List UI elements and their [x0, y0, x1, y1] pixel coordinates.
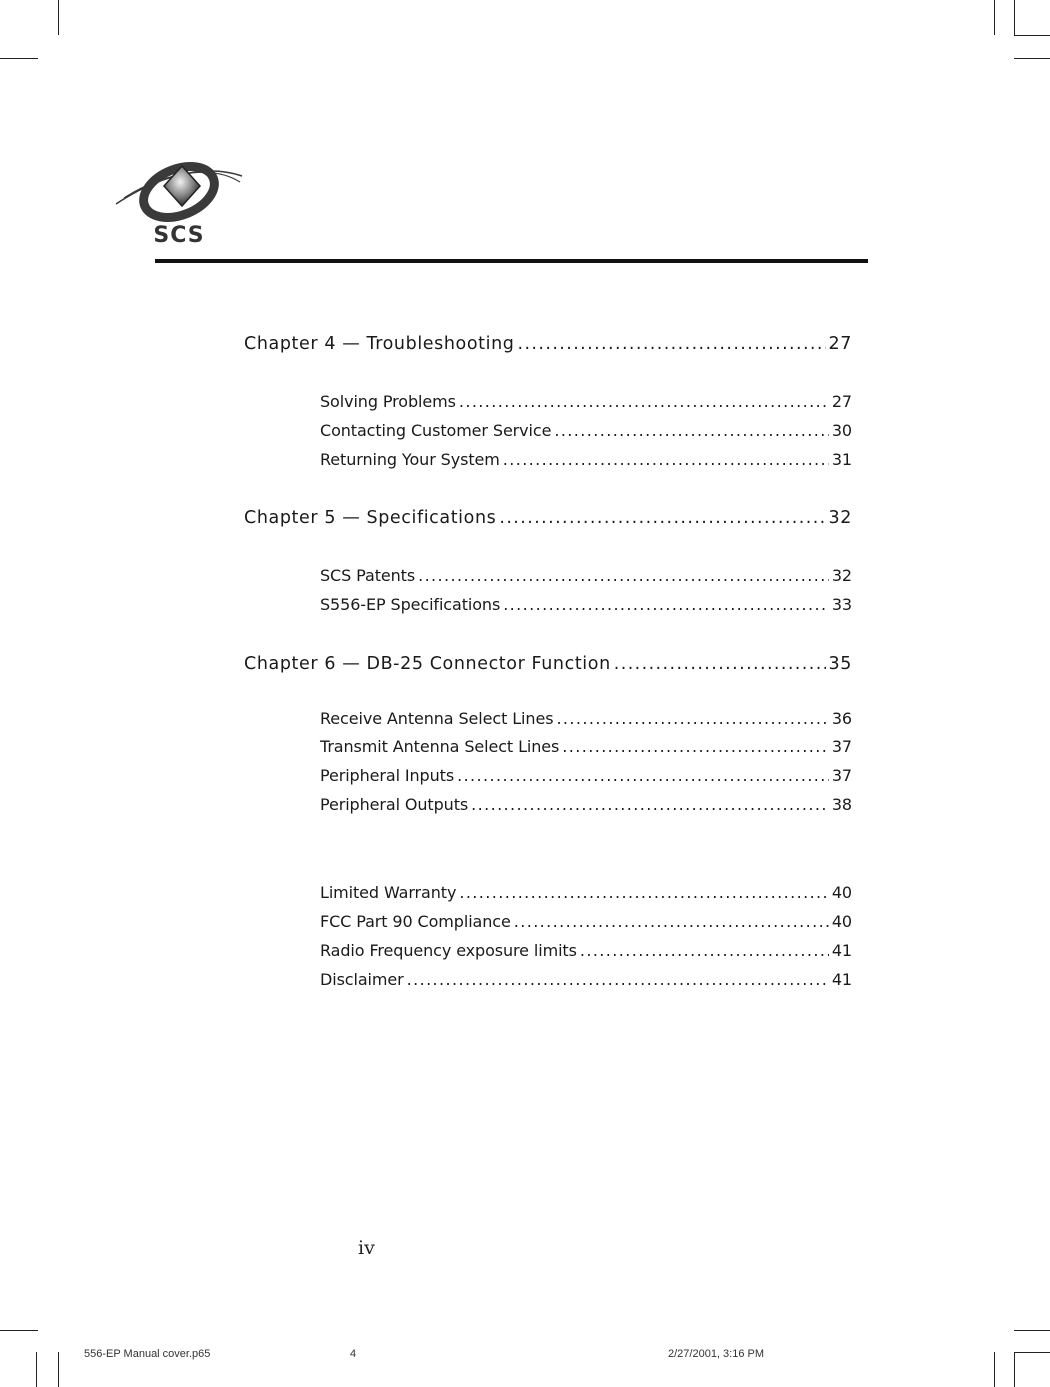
toc-entry-page: 37 [831, 737, 852, 756]
dot-leader [503, 450, 829, 469]
toc-entry-chapter-6 [244, 654, 852, 674]
crop-mark [1014, 1352, 1050, 1353]
toc-entry-label: Disclaimer [320, 970, 404, 989]
toc-entry-label: Solving Problems [320, 392, 456, 411]
dot-leader [580, 941, 829, 960]
toc-entry-label: Chapter 6 — DB-25 Connector Function [244, 654, 611, 674]
toc-entry-label: Chapter 5 — Specifications [244, 508, 497, 528]
toc-entry-page: 33 [831, 595, 852, 614]
dot-leader [457, 766, 829, 785]
dot-leader [459, 883, 829, 902]
toc-entry [320, 941, 852, 960]
toc-entry-page: 31 [831, 450, 852, 469]
crop-mark [1014, 1352, 1015, 1387]
scs-logo [112, 152, 247, 247]
toc-entry-chapter-4 [244, 334, 852, 354]
dot-leader [459, 392, 829, 411]
crop-mark [994, 1352, 995, 1387]
toc-entry-page: 37 [831, 766, 852, 785]
toc-entry [320, 709, 852, 728]
toc-entry-page: 40 [831, 883, 852, 902]
toc-entry-page: 38 [831, 795, 852, 814]
crop-mark [0, 58, 38, 59]
toc-entry-label: FCC Part 90 Compliance [320, 912, 511, 931]
toc-entry-page: 27 [831, 392, 852, 411]
toc-entry-label: Peripheral Inputs [320, 766, 455, 785]
toc-entry [320, 595, 852, 614]
toc-entry-page: 32 [831, 566, 852, 585]
toc-entry-page: 27 [828, 334, 852, 354]
toc-entry-label: Limited Warranty [320, 883, 457, 902]
toc-entry [320, 737, 852, 756]
toc-entry-page: 35 [828, 654, 852, 674]
crop-mark [58, 0, 59, 35]
dot-leader [554, 421, 829, 440]
toc-entry [320, 970, 852, 989]
toc-entry-chapter-5 [244, 508, 852, 528]
toc-entry-page: 40 [831, 912, 852, 931]
slug-datetime: 2/27/2001, 3:16 PM [668, 1348, 765, 1360]
crop-mark [0, 1330, 38, 1331]
crop-mark [1014, 0, 1015, 35]
scs-logo-icon [112, 152, 247, 247]
dot-leader [499, 508, 825, 528]
dot-leader [562, 737, 829, 756]
toc-entry [320, 766, 852, 785]
toc-entry [320, 795, 852, 814]
dot-leader [518, 334, 826, 354]
toc-entry-page: 30 [831, 421, 852, 440]
dot-leader [503, 595, 829, 614]
logo-text: SCS [153, 223, 205, 247]
toc-entry-page: 32 [828, 508, 852, 528]
toc-entry-label: Contacting Customer Service [320, 421, 552, 440]
dot-leader [407, 970, 829, 989]
dot-leader [556, 709, 828, 728]
toc-entry-label: Chapter 4 — Troubleshooting [244, 334, 515, 354]
toc-entry-label: Radio Frequency exposure limits [320, 941, 577, 960]
toc-entry-label: Returning Your System [320, 450, 500, 469]
crop-mark [1014, 1330, 1050, 1331]
dot-leader [614, 654, 826, 674]
toc-entry [320, 450, 852, 469]
toc-entry-label: Peripheral Outputs [320, 795, 469, 814]
toc-entry-label: Receive Antenna Select Lines [320, 709, 554, 728]
crop-mark [1014, 35, 1050, 36]
dot-leader [514, 912, 829, 931]
toc-entry [320, 421, 852, 440]
crop-mark [994, 0, 995, 35]
page-folio: iv [358, 1237, 375, 1259]
slug-page: 4 [350, 1348, 357, 1360]
slug-file: 556-EP Manual cover.p65 [84, 1348, 211, 1360]
dot-leader [418, 566, 829, 585]
header-rule [155, 259, 868, 263]
toc-entry-label: SCS Patents [320, 566, 416, 585]
toc-entry [320, 566, 852, 585]
toc-entry-label: Transmit Antenna Select Lines [320, 737, 560, 756]
toc-entry-page: 36 [831, 709, 852, 728]
toc-entry-label: S556-EP Specifications [320, 595, 501, 614]
crop-mark [1014, 58, 1050, 59]
crop-mark [58, 1352, 59, 1387]
toc-entry [320, 392, 852, 411]
toc-entry [320, 912, 852, 931]
toc-entry-page: 41 [831, 941, 852, 960]
toc-entry-page: 41 [831, 970, 852, 989]
toc-entry [320, 883, 852, 902]
dot-leader [471, 795, 829, 814]
crop-mark [36, 1352, 37, 1387]
